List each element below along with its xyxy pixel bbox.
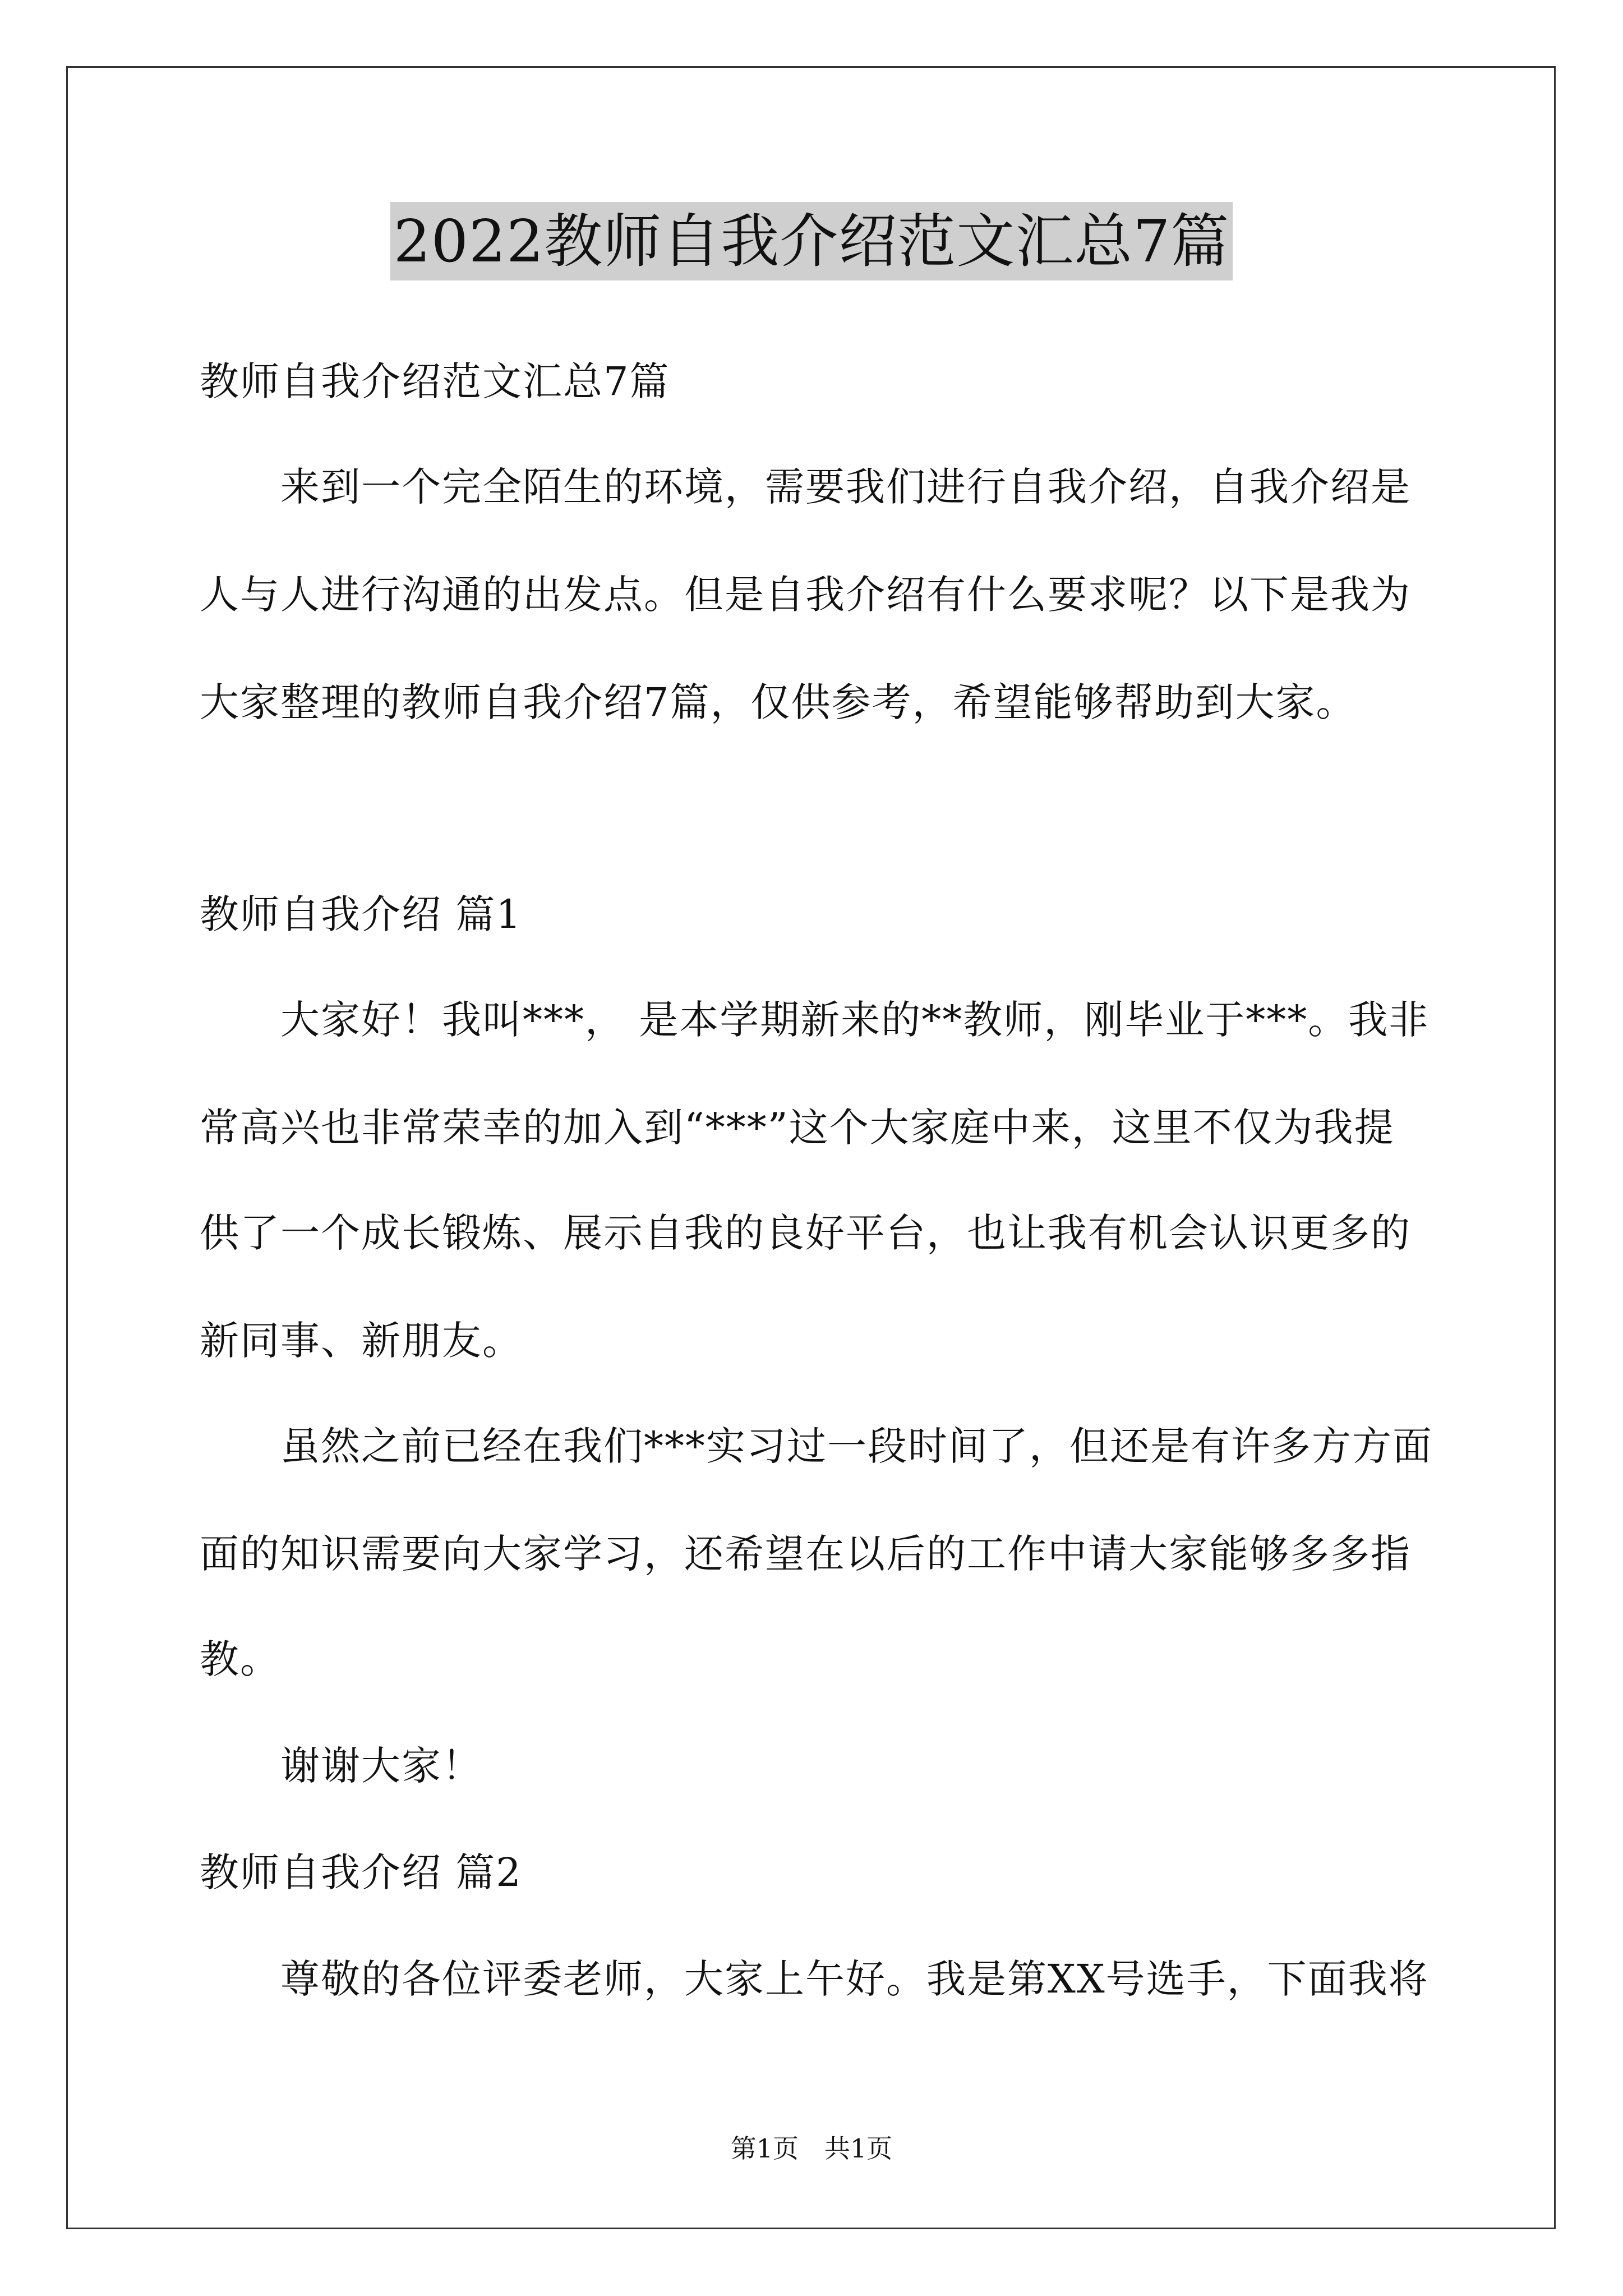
paragraph-line: 人与人进行沟通的出发点。但是自我介绍有什么要求呢？以下是我为 — [200, 572, 1411, 618]
paragraph-line: 大家好！我叫***， 是本学期新来的**教师，刚毕业于***。我非 — [200, 997, 1430, 1043]
paragraph-line: 大家整理的教师自我介绍7篇，仅供参考，希望能够帮助到大家。 — [200, 679, 1357, 725]
paragraph-line: 来到一个完全陌生的环境，需要我们进行自我介绍，自我介绍是 — [200, 464, 1411, 510]
section-heading: 教师自我介绍 篇1 — [200, 891, 522, 937]
paragraph-line: 尊敬的各位评委老师，大家上午好。我是第XX号选手，下面我将 — [200, 1956, 1429, 2002]
section-heading: 教师自我介绍 篇2 — [200, 1849, 522, 1895]
page-footer: 第1页 共1页 — [730, 2133, 893, 2164]
paragraph-line: 供了一个成长锻炼、展示自我的良好平台，也让我有机会认识更多的 — [200, 1210, 1411, 1256]
paragraph-line: 教。 — [200, 1636, 280, 1682]
paragraph-line: 新同事、新朋友。 — [200, 1318, 523, 1364]
paragraph-line: 面的知识需要向大家学习，还希望在以后的工作中请大家能够多多指 — [200, 1531, 1411, 1577]
paragraph-line: 谢谢大家！ — [200, 1743, 482, 1789]
title-container — [0, 202, 1623, 280]
document-subtitle: 教师自我介绍范文汇总7篇 — [200, 358, 670, 404]
paragraph-line: 常高兴也非常荣幸的加入到“***”这个大家庭中来，这里不仅为我提 — [200, 1105, 1395, 1151]
paragraph-line: 虽然之前已经在我们***实习过一段时间了，但还是有许多方方面 — [200, 1423, 1433, 1469]
document-title: 2022教师自我介绍范文汇总7篇 — [390, 202, 1233, 280]
